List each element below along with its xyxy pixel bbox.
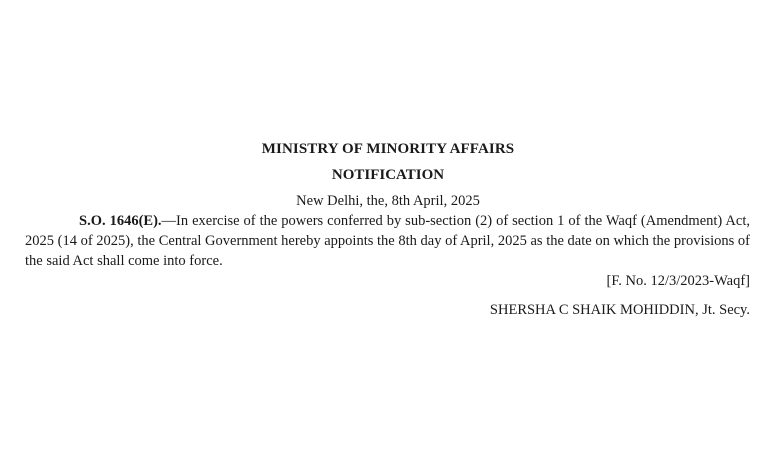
body-text: —In exercise of the powers conferred by sub-section (2) of section 1 of the Waqf (Amendment) Act, 2025 (14 of 2025), the Central Government hereby appoints the 8th day of April, 2025 as the date on which the provisions of the said Act shall come into force. <box>25 213 750 269</box>
place-and-date: New Delhi, the, 8th April, 2025 <box>296 193 480 209</box>
so-number: S.O. 1646(E). <box>79 213 162 229</box>
notification-title: NOTIFICATION <box>331 167 445 183</box>
signatory: SHERSHA C SHAIK MOHIDDIN, Jt. Secy. <box>489 302 750 318</box>
ministry-heading: MINISTRY OF MINORITY AFFAIRS <box>261 141 515 157</box>
notification-body <box>25 211 750 271</box>
file-number: [F. No. 12/3/2023-Waqf] <box>606 273 750 289</box>
